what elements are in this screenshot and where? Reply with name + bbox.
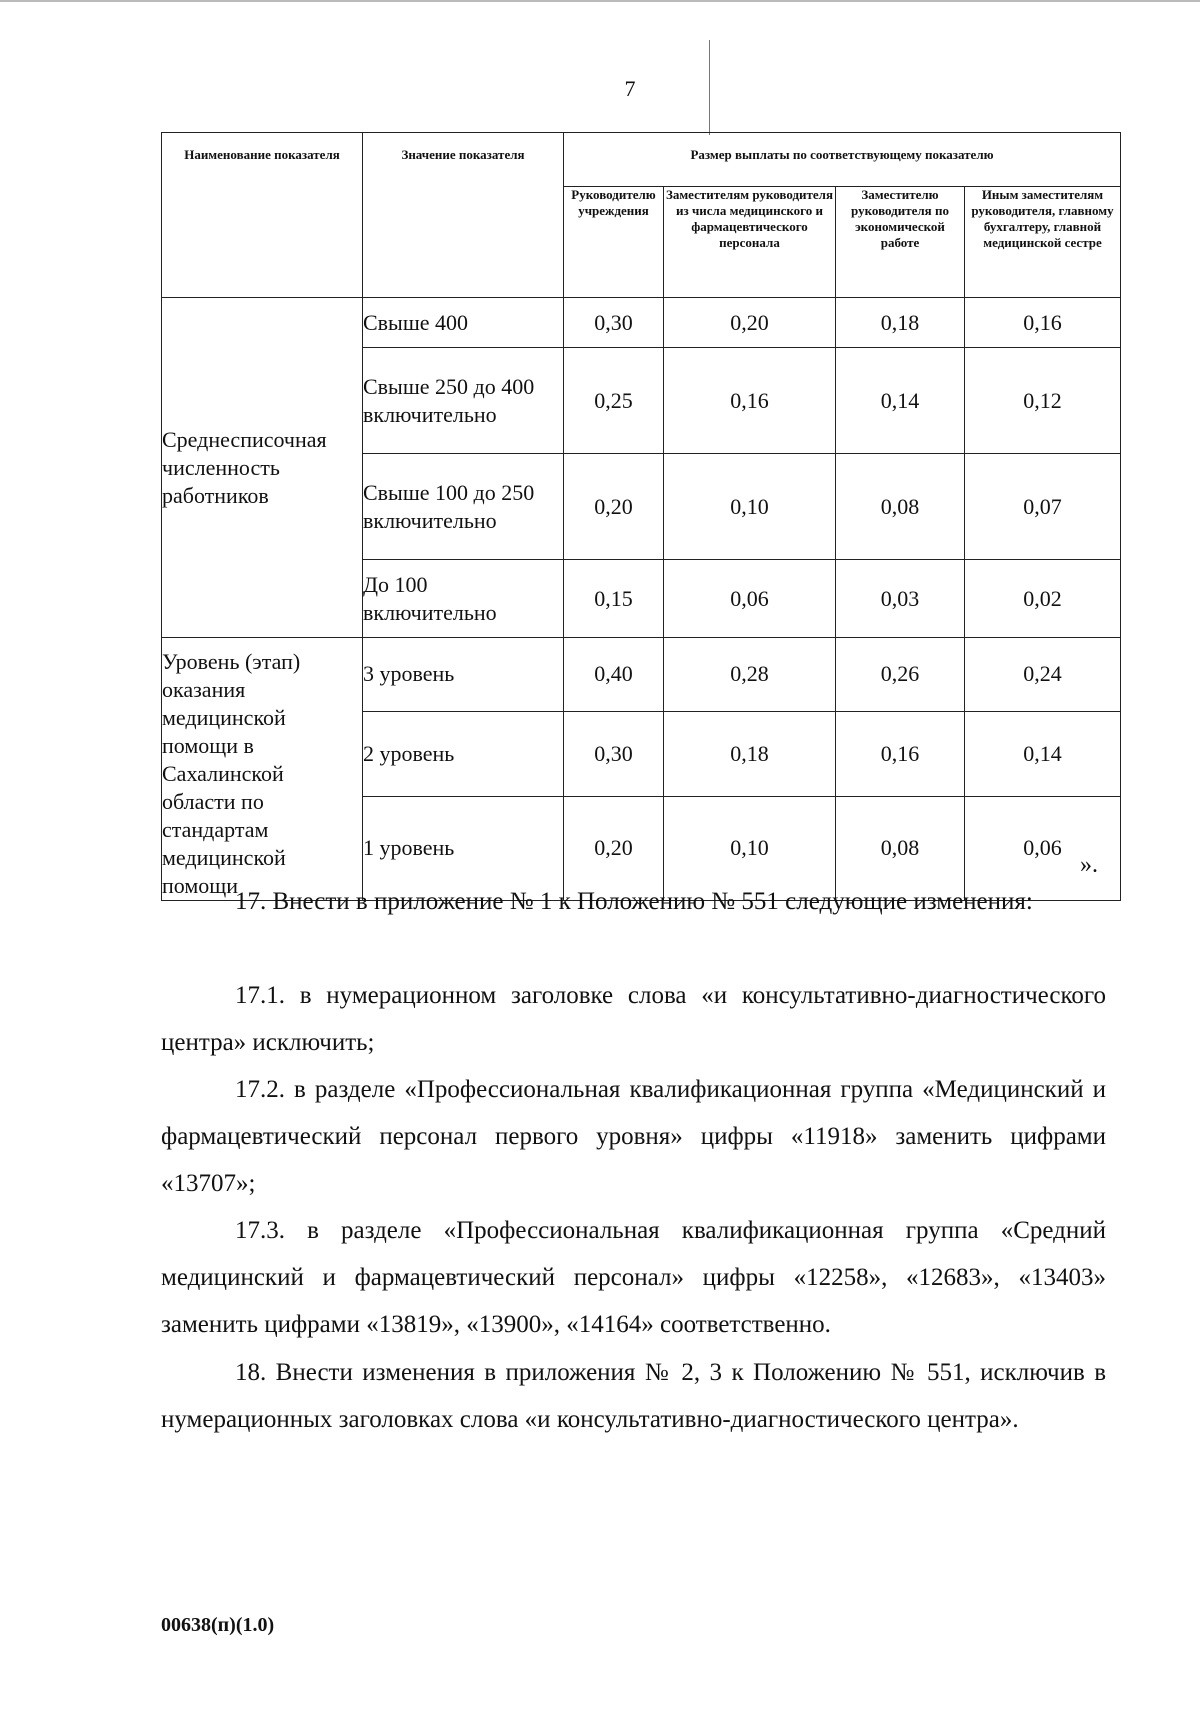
value-cell: 0,30 bbox=[564, 298, 664, 348]
value-cell: 0,20 bbox=[664, 298, 836, 348]
indicator-value-cell: Свыше 100 до 250 включительно bbox=[363, 454, 564, 560]
value-cell: 0,03 bbox=[836, 560, 965, 638]
value-cell: 0,14 bbox=[836, 348, 965, 454]
value-cell: 0,18 bbox=[664, 711, 836, 796]
value-cell: 0,18 bbox=[836, 298, 965, 348]
value-cell: 0,10 bbox=[664, 796, 836, 900]
indicator-value-cell: Свыше 400 bbox=[363, 298, 564, 348]
header-payment-size: Размер выплаты по соответствующему показателю bbox=[564, 133, 1121, 187]
value-cell: 0,26 bbox=[836, 638, 965, 712]
header-deputy-economic: Заместителю руководителя по экономической работе bbox=[836, 187, 965, 298]
paragraph-17-1-text: 17.1. в нумерационном заголовке слова «и консультативно-диагностического центра» исключить; bbox=[161, 982, 1106, 1056]
indicator-value-cell: 3 уровень bbox=[363, 638, 564, 712]
value-cell: 0,20 bbox=[564, 454, 664, 560]
value-cell: 0,02 bbox=[965, 560, 1121, 638]
paragraph-17-2 bbox=[161, 1066, 1106, 1207]
header-other-deputies: Иным заместителям руководителя, главному бухгалтеру, главной медицинской сестре bbox=[965, 187, 1121, 298]
value-cell: 0,08 bbox=[836, 454, 965, 560]
paragraph-18-text: 18. Внести изменения в приложения № 2, 3 к Положению № 551, исключив в нумерационных заголовках слова «и консультативно-диагностического центра». bbox=[161, 1359, 1106, 1433]
value-cell: 0,06 bbox=[664, 560, 836, 638]
header-deputy-medical: Заместителям руководителя из числа медицинского и фармацевтического персонала bbox=[664, 187, 836, 298]
paragraph-17-text: 17. Внести в приложение № 1 к Положению № 551 следующие изменения: bbox=[235, 888, 1033, 915]
page-number: 7 bbox=[624, 76, 636, 101]
value-cell: 0,07 bbox=[965, 454, 1121, 560]
value-cell: 0,06 bbox=[965, 796, 1121, 900]
header-indicator-name: Наименование показателя bbox=[162, 133, 363, 298]
header-indicator-value: Значение показателя bbox=[363, 133, 564, 298]
group-name-headcount: Среднесписочная численность работников bbox=[162, 298, 363, 638]
indicator-value-cell: Свыше 250 до 400 включительно bbox=[363, 348, 564, 454]
paragraph-18 bbox=[161, 1349, 1106, 1443]
paragraph-17-1 bbox=[161, 972, 1106, 1066]
paragraph-17-2-text: 17.2. в разделе «Профессиональная квалификационная группа «Медицинский и фармацевтический персонал первого уровня» цифры «11918» заменить цифрами «13707»; bbox=[161, 1076, 1106, 1197]
value-cell: 0,16 bbox=[664, 348, 836, 454]
paragraph-17-3 bbox=[161, 1207, 1106, 1348]
value-cell: 0,20 bbox=[564, 796, 664, 900]
paragraph-17 bbox=[161, 878, 1106, 925]
payment-indicator-table bbox=[161, 132, 1121, 901]
paragraph-17-3-text: 17.3. в разделе «Профессиональная квалификационная группа «Средний медицинский и фармацевтический персонал» цифры «12258», «12683», «13403» заменить цифрами «13819», «13900», «14164» соответственно. bbox=[161, 1217, 1106, 1338]
value-cell: 0,14 bbox=[965, 711, 1121, 796]
indicator-value-cell: 2 уровень bbox=[363, 711, 564, 796]
value-cell: 0,16 bbox=[836, 711, 965, 796]
value-cell: 0,08 bbox=[836, 796, 965, 900]
indicator-value-cell: 1 уровень bbox=[363, 796, 564, 900]
value-cell: 0,15 bbox=[564, 560, 664, 638]
value-cell: 0,10 bbox=[664, 454, 836, 560]
table-closing-quote: ». bbox=[1080, 852, 1098, 878]
value-cell: 0,30 bbox=[564, 711, 664, 796]
value-cell: 0,40 bbox=[564, 638, 664, 712]
document-code: 00638(п)(1.0) bbox=[161, 1614, 275, 1636]
table-row bbox=[162, 638, 1121, 712]
value-cell: 0,24 bbox=[965, 638, 1121, 712]
table-row bbox=[162, 298, 1121, 348]
header-head: Руководителю учреждения bbox=[564, 187, 664, 298]
value-cell: 0,12 bbox=[965, 348, 1121, 454]
indicator-value-cell: До 100 включительно bbox=[363, 560, 564, 638]
value-cell: 0,28 bbox=[664, 638, 836, 712]
group-name-care-level: Уровень (этап) оказания медицинской помощи в Сахалинской области по стандартам медицинской помощи bbox=[162, 638, 363, 901]
value-cell: 0,16 bbox=[965, 298, 1121, 348]
value-cell: 0,25 bbox=[564, 348, 664, 454]
scan-edge-line bbox=[0, 0, 1200, 2]
